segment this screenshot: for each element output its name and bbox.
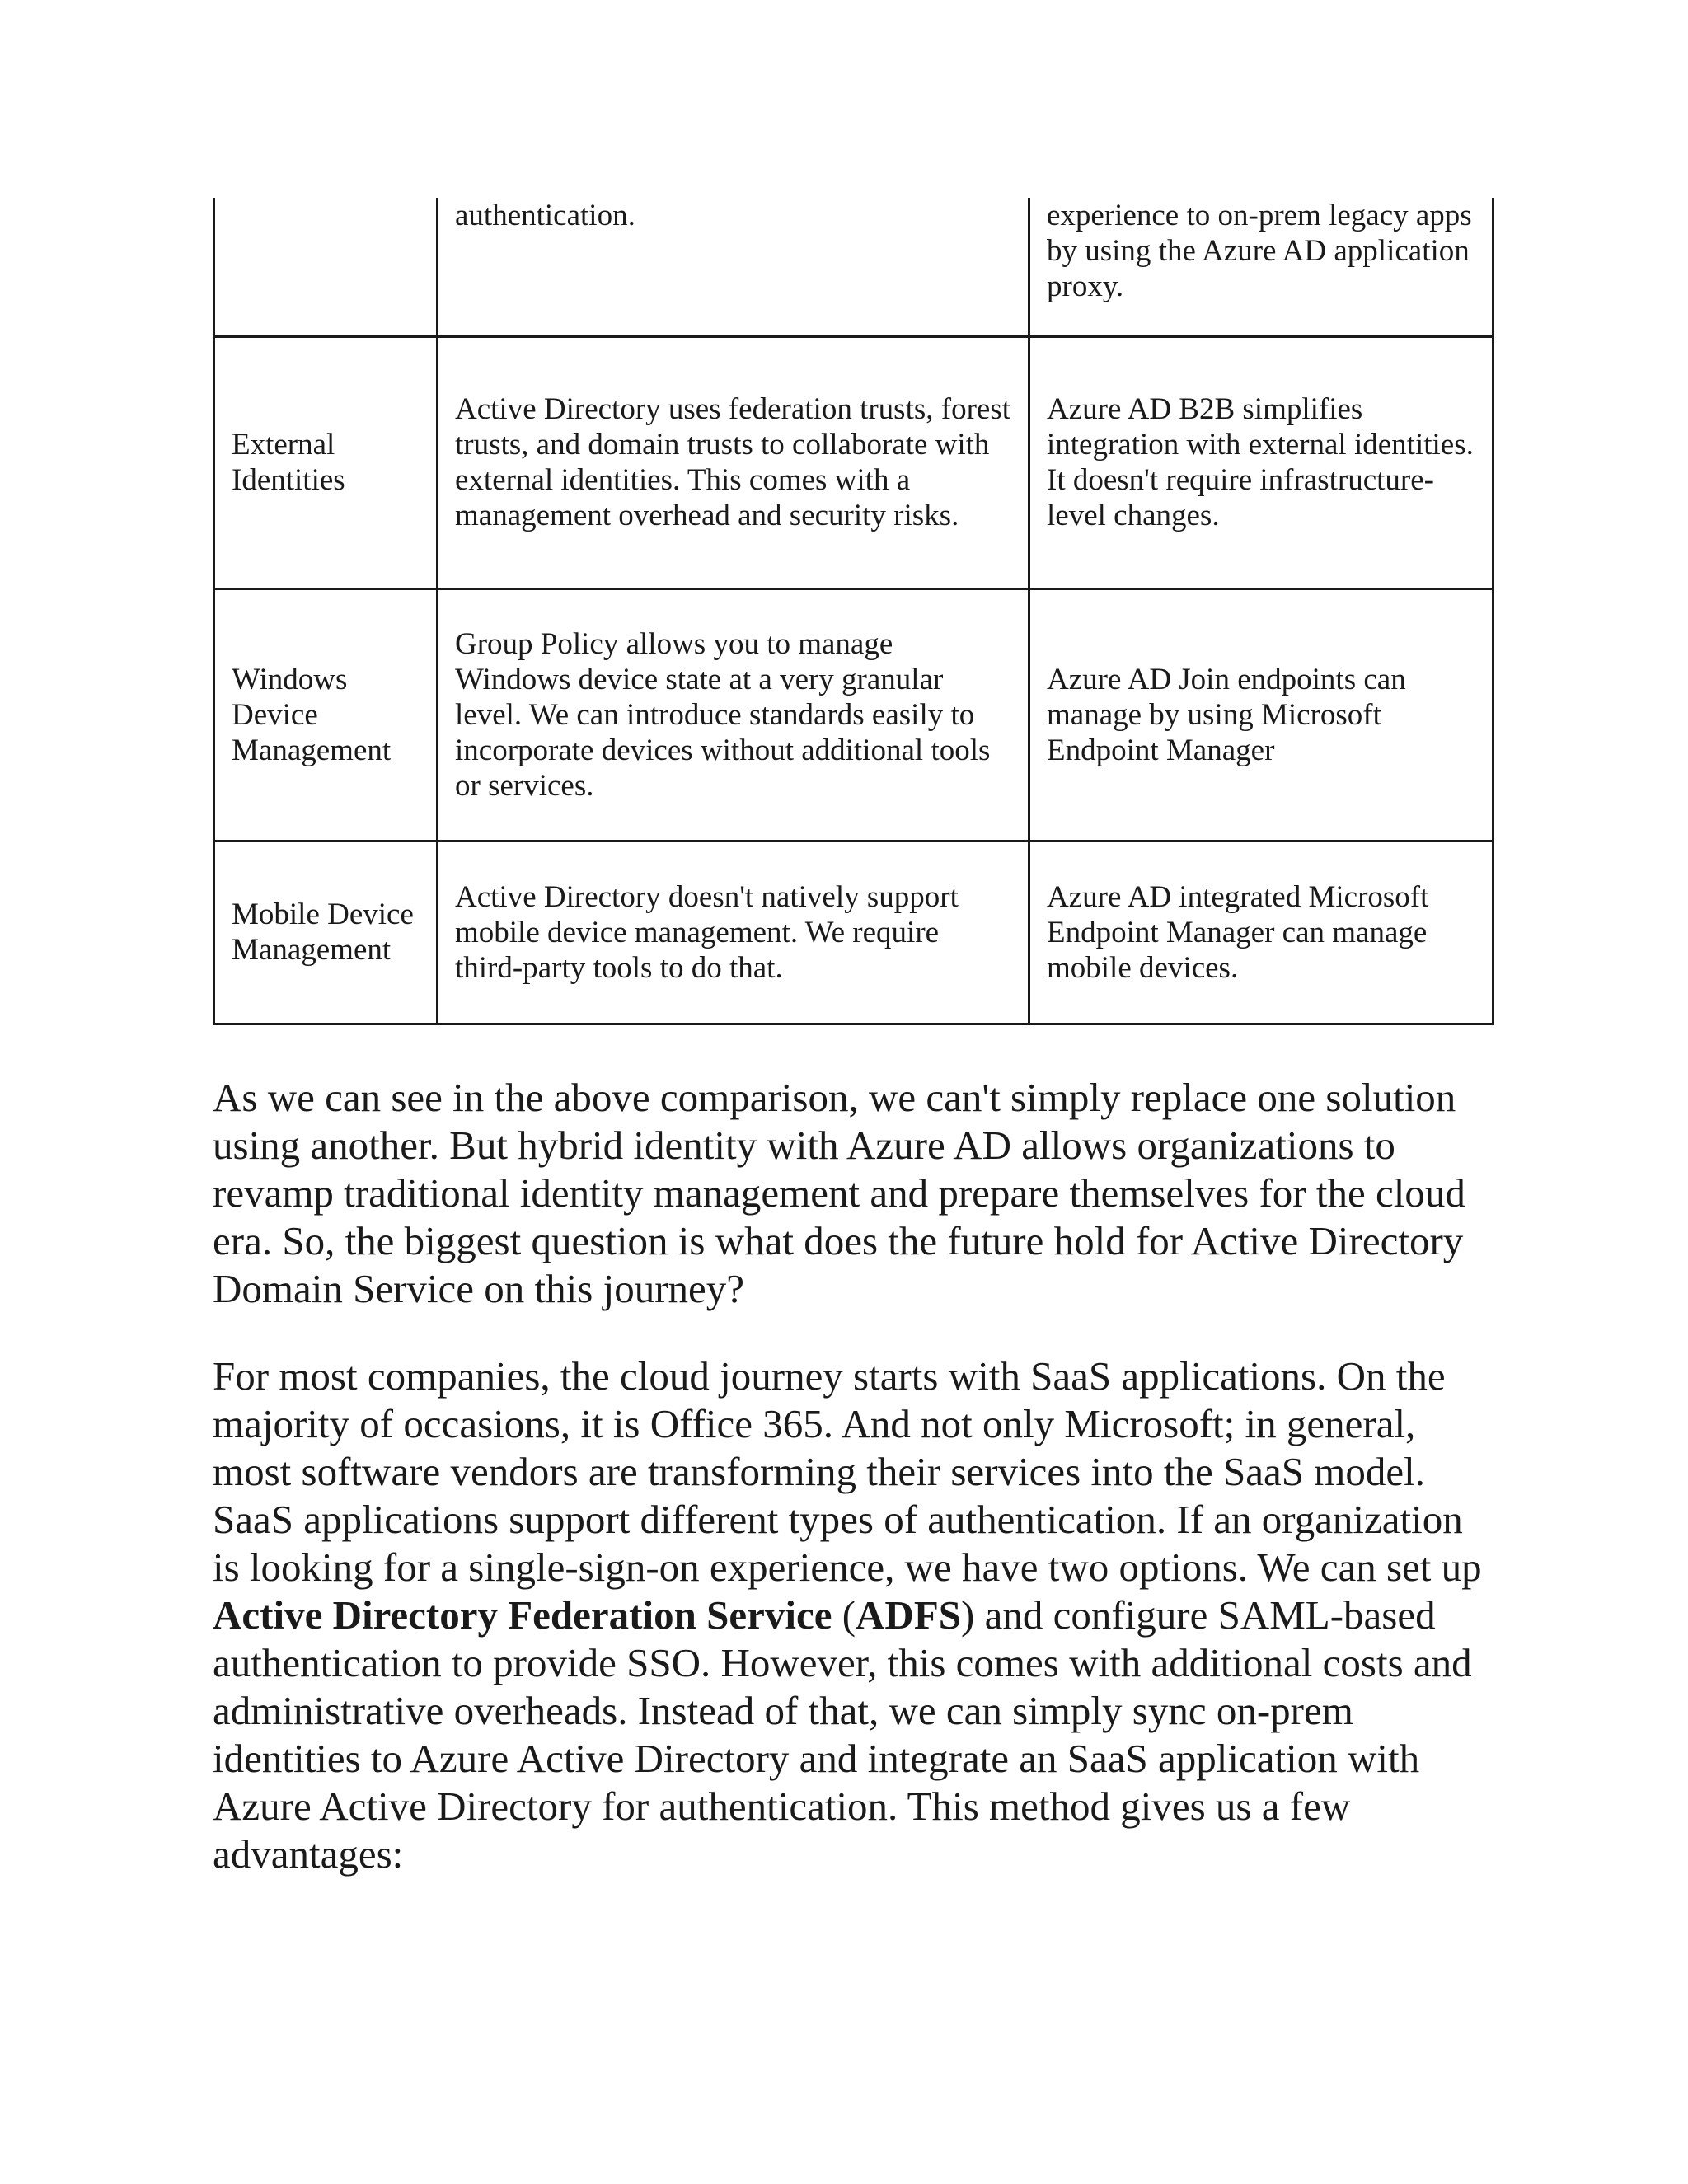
paragraph-text: ) and configure SAML-based authentication to provide SSO. However, this comes with additional costs and administrative overheads. Instead of that, we can simply sync on-prem identities to Azure Active Directory and integrate an SaaS application with Azure Active Directory for authentication. This method gives us a few advantages:	[213, 1592, 1472, 1877]
bold-term-adfs-acronym: ADFS	[856, 1592, 962, 1638]
bold-term-adfs-name: Active Directory Federation Service	[213, 1592, 832, 1638]
table-row	[214, 841, 1493, 1024]
table-row	[214, 336, 1493, 588]
azure-ad-cell: experience to on-prem legacy apps by using the Azure AD application proxy.	[1029, 198, 1493, 336]
feature-cell: Mobile Device Management	[214, 841, 438, 1024]
feature-cell: Windows Device Management	[214, 588, 438, 841]
azure-ad-cell: Azure AD B2B simplifies integration with external identities. It doesn't require infrastructure-level changes.	[1029, 336, 1493, 588]
comparison-table	[213, 198, 1494, 1025]
paragraph-text: (	[832, 1592, 856, 1638]
azure-ad-cell: Azure AD Join endpoints can manage by using Microsoft Endpoint Manager	[1029, 588, 1493, 841]
active-directory-cell: Active Directory uses federation trusts, forest trusts, and domain trusts to collaborate with external identities. This comes with a management overhead and security risks.	[438, 336, 1029, 588]
active-directory-cell: Active Directory doesn't natively support mobile device management. We require third-party tools to do that.	[438, 841, 1029, 1024]
azure-ad-cell: Azure AD integrated Microsoft Endpoint Manager can manage mobile devices.	[1029, 841, 1493, 1024]
active-directory-cell: Group Policy allows you to manage Windows device state at a very granular level. We can introduce standards easily to incorporate devices without additional tools or services.	[438, 588, 1029, 841]
feature-cell	[214, 198, 438, 336]
comparison-summary-paragraph: As we can see in the above comparison, we can't simply replace one solution using another. But hybrid identity with Azure AD allows organizations to revamp traditional identity management and prepare themselves for the cloud era. So, the biggest question is what does the future hold for Active Directory Domain Service on this journey?	[213, 1075, 1465, 1311]
active-directory-cell: authentication.	[438, 198, 1029, 336]
paragraph-text: For most companies, the cloud journey starts with SaaS applications. On the majority of occasions, it is Office 365. And not only Microsoft; in general, most software vendors are transforming their services into the SaaS model. SaaS applications support different types of authentication. If an organization is looking for a single-sign-on experience, we have two options. We can set up	[213, 1353, 1482, 1590]
saas-authentication-paragraph	[213, 1352, 1482, 1878]
table-row	[214, 588, 1493, 841]
feature-cell: External Identities	[214, 336, 438, 588]
table-row	[214, 198, 1493, 336]
